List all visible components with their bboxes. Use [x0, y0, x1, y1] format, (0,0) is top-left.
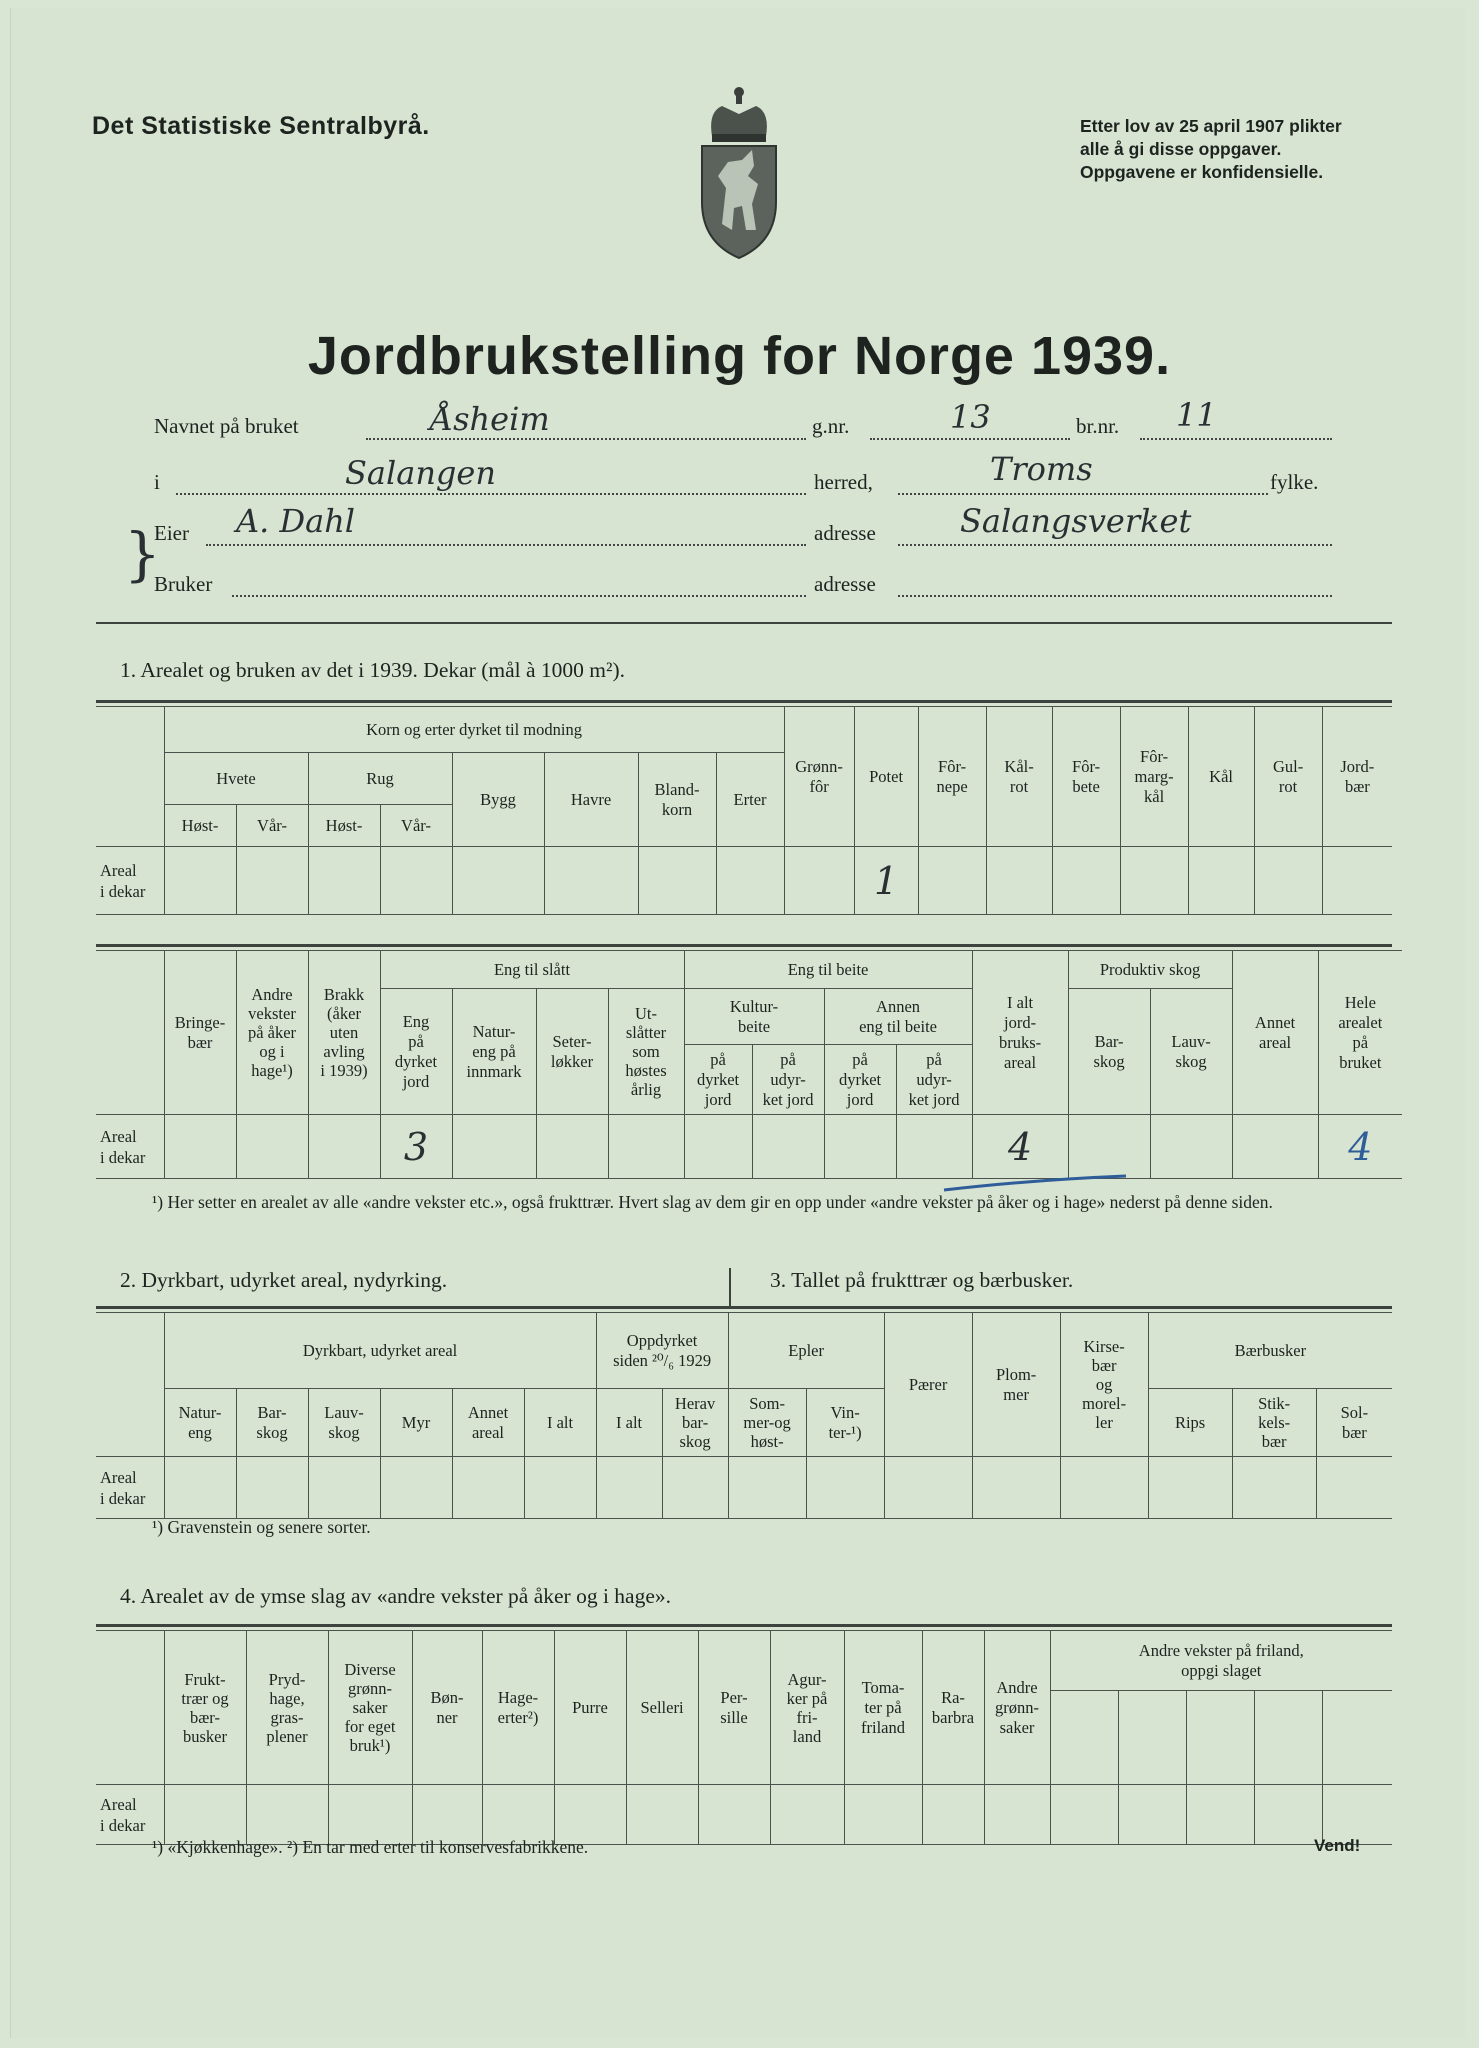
cell-stikkelsbaer[interactable] — [1232, 1457, 1316, 1519]
col-diverse: Diverse grønn- saker for eget bruk¹) — [328, 1631, 412, 1785]
col-persille: Per- sille — [698, 1631, 770, 1785]
friland-slag-3[interactable] — [1186, 1691, 1254, 1785]
col-forbete: Fôr- bete — [1052, 707, 1120, 847]
cell-selleri[interactable] — [626, 1785, 698, 1845]
col-bringebaer: Bringe- bær — [164, 951, 236, 1115]
col-formargkal: Fôr- marg- kål — [1120, 707, 1188, 847]
col-gulrot: Gul- rot — [1254, 707, 1322, 847]
brnr-label: br.nr. — [1076, 414, 1120, 438]
eng-slatt-header: Eng til slått — [380, 951, 684, 989]
col-stikkelsbaer: Stik- kels- bær — [1232, 1389, 1316, 1457]
cell-plommer[interactable] — [972, 1457, 1060, 1519]
cell-brakk[interactable] — [308, 1115, 380, 1179]
cell-lauv-skog[interactable] — [308, 1457, 380, 1519]
row-label-header-3 — [96, 1313, 164, 1457]
cell-formargkal[interactable] — [1120, 847, 1188, 915]
col-lauvskog: Lauv- skog — [1150, 989, 1232, 1115]
col-fornepe: Fôr- nepe — [918, 707, 986, 847]
fylke-label: fylke. — [1270, 470, 1319, 494]
baerbusker-header: Bærbusker — [1148, 1313, 1392, 1389]
brnr-line — [1140, 438, 1332, 440]
cell-i-alt-2[interactable] — [524, 1457, 596, 1519]
col-blandkorn: Bland- korn — [638, 753, 716, 847]
cell-annet-areal[interactable] — [1232, 1115, 1318, 1179]
col-annet-areal-2: Annet areal — [452, 1389, 524, 1457]
col-jordbaer: Jord- bær — [1322, 707, 1392, 847]
bruker-adresse-line — [898, 595, 1332, 597]
row-label-header-4 — [96, 1631, 164, 1785]
cell-agurker[interactable] — [770, 1785, 844, 1845]
col-natureng: Natur- eng på innmark — [452, 989, 536, 1115]
cell-havre[interactable] — [544, 847, 638, 915]
table-2-3 — [96, 1312, 1392, 1519]
col-paerer: Pærer — [884, 1313, 972, 1457]
crops-table-2 — [96, 950, 1402, 1179]
col-annen-dyrket: på dyrket jord — [824, 1045, 896, 1115]
row-label-areal-2: Areal i dekar — [96, 1115, 164, 1179]
section4-heading: 4. Arealet av de ymse slag av «andre vekster på åker og i hage». — [120, 1584, 672, 1608]
law-line-1: Etter lov av 25 april 1907 plikter — [1080, 116, 1342, 136]
cell-rabarbra[interactable] — [922, 1785, 984, 1845]
col-eng-dyrket: Eng på dyrket jord — [380, 989, 452, 1115]
law-notice — [1080, 115, 1342, 184]
cell-kultur-udyrket[interactable] — [752, 1115, 824, 1179]
cell-gronnfor[interactable] — [784, 847, 854, 915]
col-rabarbra: Ra- barbra — [922, 1631, 984, 1785]
bruker-adresse-label: adresse — [814, 572, 876, 596]
gnr-value[interactable]: 13 — [950, 398, 991, 436]
eier-adresse-value[interactable]: Salangsverket — [960, 502, 1192, 540]
cell-bygg[interactable] — [452, 847, 544, 915]
eier-adresse-label: adresse — [814, 521, 876, 545]
navnet-label: Navnet på bruket — [154, 414, 299, 438]
friland-slag-1[interactable] — [1050, 1691, 1118, 1785]
col-solbaer: Sol- bær — [1316, 1389, 1392, 1457]
cell-sommer-host[interactable] — [728, 1457, 806, 1519]
col-andre-vekster: Andre vekster på åker og i hage¹) — [236, 951, 308, 1115]
col-erter: Erter — [716, 753, 784, 847]
row-label-areal: Areal i dekar — [96, 847, 164, 915]
col-herav-barskog: Herav bar- skog — [662, 1389, 728, 1457]
col-seterlokker: Seter- løkker — [536, 989, 608, 1115]
oppdyrket-header: Oppdyrket siden ²⁰/₆ 1929 — [596, 1313, 728, 1389]
col-hele-arealet: Hele arealet på bruket — [1318, 951, 1402, 1115]
fylke-line — [898, 493, 1268, 495]
cell-natureng[interactable] — [452, 1115, 536, 1179]
coat-of-arms-icon — [698, 84, 780, 260]
col-kalrot: Kål- rot — [986, 707, 1052, 847]
bruker-line — [232, 595, 806, 597]
cell-erter[interactable] — [716, 847, 784, 915]
cell-gulrot[interactable] — [1254, 847, 1322, 915]
col-frukttraer: Frukt- trær og bær- busker — [164, 1631, 246, 1785]
header-divider — [96, 622, 1392, 624]
crops-table-1 — [96, 706, 1392, 915]
cell-kalrot[interactable] — [986, 847, 1052, 915]
cell-bringebaer[interactable] — [164, 1115, 236, 1179]
col-annet-areal: Annet areal — [1232, 951, 1318, 1115]
col-annen-eng: Annen eng til beite — [824, 989, 972, 1045]
herred-value[interactable]: Salangen — [345, 454, 496, 492]
col-kultur-udyrket: på udyr- ket jord — [752, 1045, 824, 1115]
bruker-label: Bruker — [154, 572, 213, 596]
form-title: Jordbrukstelling for Norge 1939. — [307, 326, 1172, 386]
section3-heading: 3. Tallet på frukttrær og bærbusker. — [770, 1268, 1074, 1292]
cell-hvete-var[interactable] — [236, 847, 308, 915]
section1-heading: 1. Arealet og bruken av det i 1939. Dekar (mål à 1000 m²). — [120, 658, 625, 682]
cell-persille[interactable] — [698, 1785, 770, 1845]
row-label-header — [96, 707, 164, 847]
col-bar-skog: Bar- skog — [236, 1389, 308, 1457]
section2-top-rule — [96, 1306, 1392, 1309]
cell-friland-2[interactable] — [1118, 1785, 1186, 1845]
brace-mark: } — [124, 520, 161, 588]
col-i-alt-jordbruksareal: I alt jord- bruks- areal — [972, 951, 1068, 1115]
col-hvete: Hvete — [164, 753, 308, 805]
navnet-line — [366, 438, 806, 440]
col-tomater: Toma- ter på friland — [844, 1631, 922, 1785]
col-potet: Potet — [854, 707, 918, 847]
law-line-3: Oppgavene er konfidensielle. — [1080, 162, 1324, 182]
eier-value[interactable]: A. Dahl — [236, 502, 356, 540]
cell-rips[interactable] — [1148, 1457, 1232, 1519]
table-4 — [96, 1630, 1392, 1845]
produktiv-skog-header: Produktiv skog — [1068, 951, 1232, 989]
cell-potet[interactable]: 1 — [854, 847, 918, 915]
eier-adresse-line — [898, 544, 1332, 546]
col-havre: Havre — [544, 753, 638, 847]
col-oppdyrket-i-alt: I alt — [596, 1389, 662, 1457]
cell-annet-areal-2[interactable] — [452, 1457, 524, 1519]
cell-herav-barskog[interactable] — [662, 1457, 728, 1519]
col-kirsebaer: Kirse- bær og morel- ler — [1060, 1313, 1148, 1457]
cell-oppdyrket-i-alt[interactable] — [596, 1457, 662, 1519]
col-selleri: Selleri — [626, 1631, 698, 1785]
andre-friland-header: Andre vekster på friland, oppgi slaget — [1050, 1631, 1392, 1691]
cell-kal[interactable] — [1188, 847, 1254, 915]
section1b-top-rule — [96, 944, 1392, 947]
col-rug-var: Vår- — [380, 805, 452, 847]
section1-top-rule — [96, 700, 1392, 703]
i-label: i — [154, 470, 160, 494]
korn-header: Korn og erter dyrket til modning — [164, 707, 784, 753]
section1-footnote: ¹) Her setter en arealet av alle «andre vekster etc.», også frukttrær. Hvert slag av dem gir en opp under «andre vekster på åker og i hage» nederst på denne siden. — [152, 1192, 1273, 1212]
section4-footnote: ¹) «Kjøkkenhage». ²) En tar med erter til konservesfabrikkene. — [152, 1837, 589, 1857]
col-agurker: Agur- ker på fri- land — [770, 1631, 844, 1785]
section2-heading: 2. Dyrkbart, udyrket areal, nydyrking. — [120, 1268, 448, 1292]
section4-top-rule — [96, 1624, 1392, 1627]
cell-blandkorn[interactable] — [638, 847, 716, 915]
col-vinter: Vin- ter-¹) — [806, 1389, 884, 1457]
dyrkbart-header: Dyrkbart, udyrket areal — [164, 1313, 596, 1389]
cell-andre-vekster[interactable] — [236, 1115, 308, 1179]
col-kultur-dyrket: på dyrket jord — [684, 1045, 752, 1115]
cell-barskog[interactable] — [1068, 1115, 1150, 1179]
col-brakk: Brakk (åker uten avling i 1939) — [308, 951, 380, 1115]
brnr-value[interactable]: 11 — [1176, 396, 1217, 434]
col-hageerter: Hage- erter²) — [482, 1631, 554, 1785]
cell-solbaer[interactable] — [1316, 1457, 1392, 1519]
friland-slag-2[interactable] — [1118, 1691, 1186, 1785]
navnet-value[interactable]: Åsheim — [430, 400, 550, 438]
cell-fornepe[interactable] — [918, 847, 986, 915]
cell-andre-gronnsaker[interactable] — [984, 1785, 1050, 1845]
cell-friland-4[interactable] — [1254, 1785, 1322, 1845]
col-natur-eng: Natur- eng — [164, 1389, 236, 1457]
cell-i-alt-jordbruksareal[interactable]: 4 — [972, 1115, 1068, 1179]
eng-beite-header: Eng til beite — [684, 951, 972, 989]
col-utslatter: Ut- slåtter som høstes årlig — [608, 989, 684, 1115]
cell-annen-dyrket[interactable] — [824, 1115, 896, 1179]
row-label-header-2 — [96, 951, 164, 1115]
cell-eng-dyrket[interactable]: 3 — [380, 1115, 452, 1179]
cell-jordbaer[interactable] — [1322, 847, 1392, 915]
col-rug: Rug — [308, 753, 452, 805]
col-i-alt-2: I alt — [524, 1389, 596, 1457]
col-rips: Rips — [1148, 1389, 1232, 1457]
cell-tomater[interactable] — [844, 1785, 922, 1845]
cell-seterlokker[interactable] — [536, 1115, 608, 1179]
col-kulturbeite: Kultur- beite — [684, 989, 824, 1045]
cell-kultur-dyrket[interactable] — [684, 1115, 752, 1179]
cell-lauvskog[interactable] — [1150, 1115, 1232, 1179]
col-kal: Kål — [1188, 707, 1254, 847]
herred-line — [176, 493, 806, 495]
section-divider — [729, 1268, 731, 1308]
col-barskog: Bar- skog — [1068, 989, 1150, 1115]
col-sommer-host: Som- mer-og høst- — [728, 1389, 806, 1457]
cell-hele-arealet[interactable]: 4 — [1318, 1115, 1402, 1179]
cell-utslatter[interactable] — [608, 1115, 684, 1179]
col-annen-udyrket: på udyr- ket jord — [896, 1045, 972, 1115]
eier-line — [206, 544, 806, 546]
cell-vinter[interactable] — [806, 1457, 884, 1519]
row-label-areal-3: Areal i dekar — [96, 1457, 164, 1519]
cell-hvete-host[interactable] — [164, 847, 236, 915]
vend-label: Vend! — [1314, 1836, 1361, 1855]
cell-annen-udyrket[interactable] — [896, 1115, 972, 1179]
friland-slag-4[interactable] — [1254, 1691, 1322, 1785]
organization-name: Det Statistiske Sentralbyrå. — [92, 112, 430, 140]
col-bonner: Bøn- ner — [412, 1631, 482, 1785]
col-andre-gronnsaker: Andre grønn- saker — [984, 1631, 1050, 1785]
col-rug-host: Høst- — [308, 805, 380, 847]
col-purre: Purre — [554, 1631, 626, 1785]
eier-label: Eier — [154, 521, 189, 545]
col-gronnfor: Grønn- fôr — [784, 707, 854, 847]
row-label-areal-4: Areal i dekar — [96, 1785, 164, 1845]
law-line-2: alle å gi disse oppgaver. — [1080, 139, 1282, 159]
cell-rug-host[interactable] — [308, 847, 380, 915]
col-prydhage: Pryd- hage, gras- plener — [246, 1631, 328, 1785]
col-hvete-host: Høst- — [164, 805, 236, 847]
herred-label: herred, — [814, 470, 873, 494]
epler-header: Epler — [728, 1313, 884, 1389]
fylke-value[interactable]: Troms — [990, 450, 1093, 488]
gnr-line — [870, 438, 1070, 440]
cell-kirsebaer[interactable] — [1060, 1457, 1148, 1519]
col-hvete-var: Vår- — [236, 805, 308, 847]
cell-friland-1[interactable] — [1050, 1785, 1118, 1845]
cell-paerer[interactable] — [884, 1457, 972, 1519]
col-plommer: Plom- mer — [972, 1313, 1060, 1457]
gnr-label: g.nr. — [812, 414, 850, 438]
col-lauv-skog: Lauv- skog — [308, 1389, 380, 1457]
cell-myr[interactable] — [380, 1457, 452, 1519]
cell-friland-3[interactable] — [1186, 1785, 1254, 1845]
cell-natur-eng[interactable] — [164, 1457, 236, 1519]
cell-rug-var[interactable] — [380, 847, 452, 915]
cell-bar-skog[interactable] — [236, 1457, 308, 1519]
cell-forbete[interactable] — [1052, 847, 1120, 915]
section2-footnote: ¹) Gravenstein og senere sorter. — [152, 1517, 371, 1537]
friland-slag-5[interactable] — [1322, 1691, 1392, 1785]
col-myr: Myr — [380, 1389, 452, 1457]
col-bygg: Bygg — [452, 753, 544, 847]
